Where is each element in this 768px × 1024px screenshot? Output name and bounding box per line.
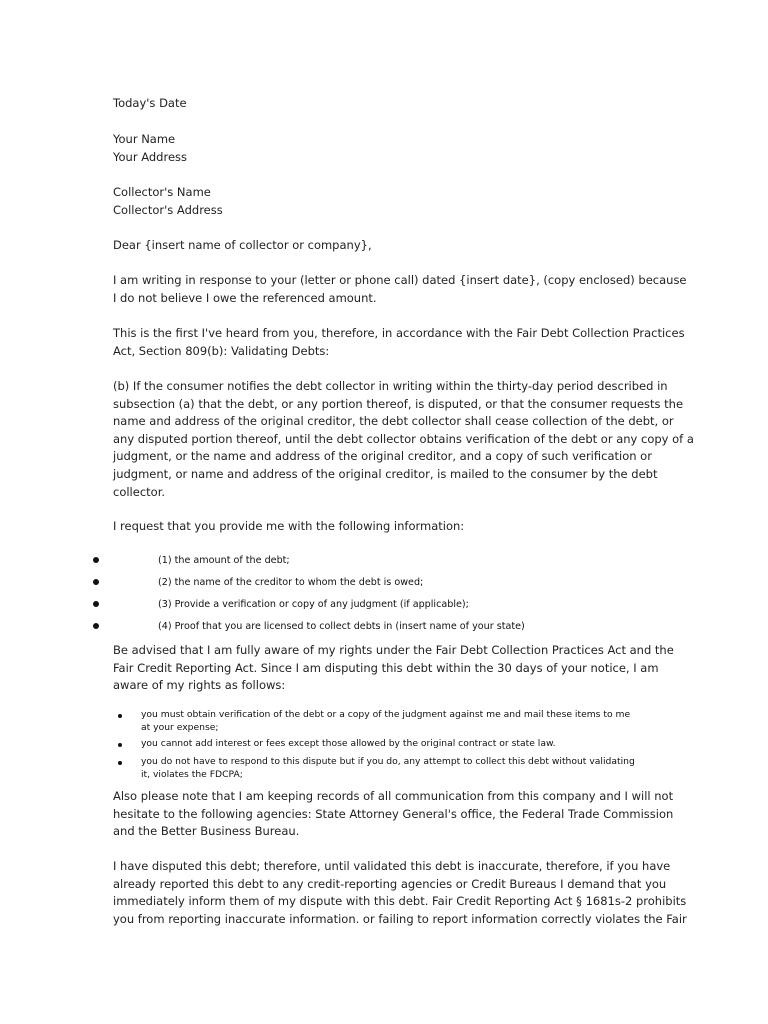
date-line <box>113 95 658 113</box>
paragraph-disputed <box>113 858 687 928</box>
bullet-icon <box>118 761 122 765</box>
paragraph-line: you from reporting inaccurate information. or failing to report information correctly violates the Fair <box>113 911 687 926</box>
paragraph-request <box>113 518 658 536</box>
paragraph-line: I have disputed this debt; therefore, until validated this debt is inaccurate, therefore, if you have <box>113 859 671 873</box>
list-item-text <box>141 709 630 734</box>
paragraph-line: name and address of the original creditor, the debt collector shall cease collection of the debt, or <box>113 414 674 429</box>
bullet-icon <box>118 714 122 718</box>
paragraph-line: I request that you provide me with the following information: <box>113 519 465 533</box>
paragraph-line: I do not believe I owe the referenced amount. <box>113 290 377 305</box>
list-item-line: you cannot add interest or fees except those allowed by the original contract or state law. <box>141 738 556 749</box>
paragraph-line: (b) If the consumer notifies the debt collector in writing within the thirty-day period described in <box>113 379 668 393</box>
paragraph-line: immediately inform them of my dispute with this debt. Fair Credit Reporting Act § 1681s-2 prohibits <box>113 894 687 909</box>
list-item-text: (3) Provide a verification or copy of any judgment (if applicable); <box>158 599 469 610</box>
bullet-icon <box>93 579 99 585</box>
paragraph-line: already reported this debt to any credit-reporting agencies or Credit Bureaus I demand that you <box>113 876 667 891</box>
bullet-icon <box>93 623 99 629</box>
paragraph-first-heard <box>113 325 685 360</box>
paragraph-line: aware of my rights as follows: <box>113 678 286 693</box>
collector-name: Collector's Name <box>113 185 211 199</box>
bullet-icon <box>118 743 122 747</box>
list-item <box>0 619 700 637</box>
paragraph-line: Also please note that I am keeping records of all communication from this company and I will not <box>113 789 674 803</box>
paragraph-line: collector. <box>113 484 166 499</box>
sender-name: Your Name <box>113 132 176 146</box>
paragraph-line: This is the first I've heard from you, therefore, in accordance with the Fair Debt Collection Practices <box>113 326 685 340</box>
bullet-icon <box>93 557 99 563</box>
paragraph-line: judgment, or the name and address of the original creditor, and a copy of such verification or <box>113 449 652 464</box>
list-item-line: it, violates the FDCPA; <box>141 768 243 780</box>
bullet-icon <box>93 601 99 607</box>
list-item-text <box>141 756 635 781</box>
paragraph-line: I am writing in response to your (letter or phone call) dated {insert date}, (copy enclosed) because <box>113 273 687 287</box>
sender-block <box>113 131 658 166</box>
paragraph-records <box>113 788 674 841</box>
date-text: Today's Date <box>113 96 187 110</box>
paragraph-line: Fair Credit Reporting Act. Since I am disputing this debt within the 30 days of your notice, I am <box>113 660 659 675</box>
list-item <box>0 575 700 593</box>
salutation-text: Dear {insert name of collector or company}, <box>113 238 372 252</box>
list-item-line: you must obtain verification of the debt or a copy of the judgment against me and mail these items to me <box>141 709 631 720</box>
list-item <box>0 597 700 615</box>
list-item-text: (1) the amount of the debt; <box>158 555 290 566</box>
list-item-text: (4) Proof that you are licensed to collect debts in (insert name of your state) <box>158 621 525 632</box>
list-item-text: (2) the name of the creditor to whom the debt is owed; <box>158 577 424 588</box>
list-item <box>0 553 700 571</box>
paragraph-intro <box>113 272 687 307</box>
recipient-block <box>113 184 658 219</box>
list-item-line: you do not have to respond to this dispute but if you do, any attempt to collect this debt without validating <box>141 756 635 767</box>
paragraph-statute-quote <box>113 378 694 501</box>
paragraph-advised <box>113 642 674 695</box>
list-item-text <box>141 738 556 751</box>
paragraph-line: and the Better Business Bureau. <box>113 824 300 839</box>
paragraph-line: Act, Section 809(b): Validating Debts: <box>113 343 330 358</box>
paragraph-line: subsection (a) that the debt, or any portion thereof, is disputed, or that the consumer requests the <box>113 396 684 411</box>
sender-address: Your Address <box>113 149 188 164</box>
paragraph-line: judgment, or name and address of the original creditor, is mailed to the consumer by the debt <box>113 466 658 481</box>
paragraph-line: hesitate to the following agencies: State Attorney General's office, the Federal Trade Commission <box>113 806 674 821</box>
salutation <box>113 237 658 255</box>
collector-address: Collector's Address <box>113 202 223 217</box>
paragraph-line: any disputed portion thereof, until the debt collector obtains verification of the debt or any copy of a <box>113 431 694 446</box>
list-item-line: at your expense; <box>141 721 219 733</box>
paragraph-line: Be advised that I am fully aware of my rights under the Fair Debt Collection Practices Act and the <box>113 643 674 657</box>
